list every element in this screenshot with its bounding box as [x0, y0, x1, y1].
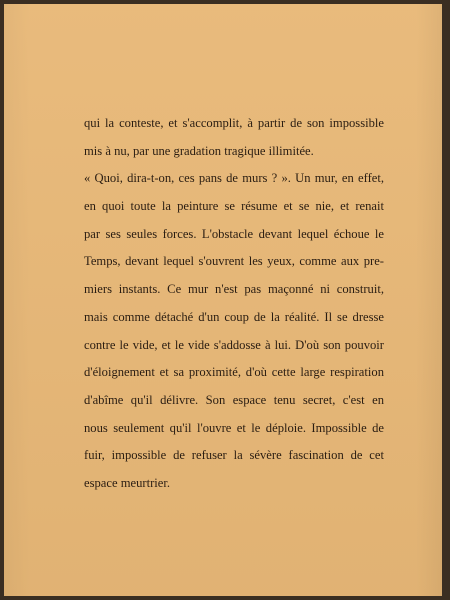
text-line: espace meurtrier. — [84, 475, 171, 490]
text-line: mais comme détaché d'un coup de la réalité. Il se dresse — [84, 309, 384, 324]
text-line: miers instants. Ce mur n'est pas maçonné ni construit, — [84, 282, 384, 297]
text-line: nous seulement qu'il l'ouvre et le déploie. Impossible de — [84, 420, 384, 435]
text-line: par ses seules forces. L'obstacle devant lequel échoue le — [84, 226, 384, 241]
text-line: qui la conteste, et s'accomplit, à partir de son impossible — [84, 116, 384, 130]
body-text — [84, 110, 384, 498]
text-line: d'éloignement et sa proximité, d'où cette large respiration — [84, 365, 384, 380]
text-line: en quoi toute la peinture se résume et se nie, et renait — [84, 199, 384, 214]
text-line: mis à nu, par une gradation tragique illimitée. — [84, 143, 314, 158]
text-line: d'abîme qu'il délivre. Son espace tenu secret, c'est en — [84, 392, 384, 407]
text-line: Temps, devant lequel s'ouvrent les yeux, comme aux pre- — [84, 254, 384, 269]
text-line: « Quoi, dira-t-on, ces pans de murs ? ». Un mur, en effet, — [84, 171, 384, 186]
book-page — [4, 4, 442, 596]
text-line: fuir, impossible de refuser la sévère fascination de cet — [84, 448, 384, 463]
text-line: contre le vide, et le vide s'addosse à lui. D'où son pouvoir — [84, 337, 384, 352]
